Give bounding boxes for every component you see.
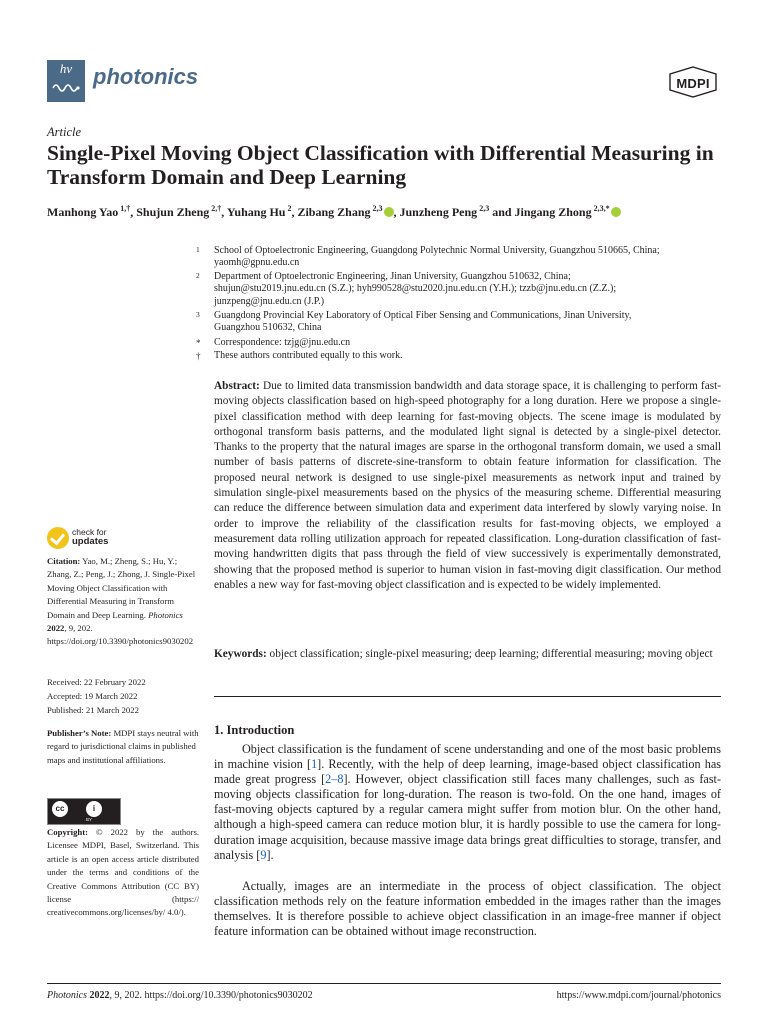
article-type: Article bbox=[47, 125, 82, 139]
affiliation-item bbox=[196, 271, 729, 308]
author-affiliation-mark: 1,† bbox=[118, 204, 131, 213]
cc-by-license-badge[interactable]: cc i BY bbox=[47, 798, 121, 825]
check-icon bbox=[47, 527, 69, 549]
citation-link[interactable]: 1 bbox=[311, 757, 318, 772]
footer-citation: Photonics 2022, 9, 202. https://doi.org/10.3390/photonics9030202 bbox=[47, 990, 313, 1001]
author-name[interactable]: Jingang Zhong bbox=[514, 205, 592, 219]
affiliation-line: Guangdong Provincial Key Laboratory of Optical Fiber Sensing and Communications, Jinan University, bbox=[214, 310, 632, 321]
author-name[interactable]: Manhong Yao bbox=[47, 205, 119, 219]
author-name[interactable]: Shujun Zheng bbox=[136, 205, 210, 219]
abstract bbox=[214, 379, 721, 593]
orcid-icon[interactable] bbox=[384, 207, 394, 217]
page-title: Single-Pixel Moving Object Classification with Differential Measuring in Transform Domain and Deep Learning bbox=[47, 141, 714, 189]
abstract-label: Abstract: bbox=[214, 380, 260, 392]
affiliation-mark: 1 bbox=[196, 245, 200, 254]
abstract-text: Due to limited data transmission bandwidth and data storage space, it is challenging to perform fast-moving objects classification based on high-speed photography for a long duration. Here we propose a single-pixel classification method with deep learning for fast-moving objects. The scene image is modulated by orthogonal transform basis patterns, and the modulated light signal is detected by a single-pixel detector. Thanks to the property that the natural images are sparse in the orthogonal transform domain, we used a small number of basis patterns of discrete-sine-transform to obtain feature information for classification. The proposed neural network is designed to use single-pixel measurements as network input and trained by simulation single-pixel measurements based on the physics of the measuring scheme. Differential measuring can reduce the difference between simulation data and experiment data interfered by slowly varying noise. In order to improve the reliability of the classification results for fast-moving objects, we employed a measurement data rolling utilization approach for repeated classification. Long-duration classification of fast-moving handwritten digits that pass through the field of view successively is experimentally demonstrated, showing that the proposed method is superior to human vision in fast-moving digit classification. Our method enables a new way for fast-moving object classification and is expected to be widely implemented. bbox=[214, 380, 722, 591]
check-for-updates-button[interactable]: check for updates bbox=[47, 527, 167, 551]
affiliation-line: Correspondence: tzjg@jnu.edu.cn bbox=[214, 337, 351, 348]
affiliation-line: Guangzhou 510632, China bbox=[214, 322, 322, 334]
received-date: Received: 22 February 2022 bbox=[47, 677, 146, 687]
author-name[interactable]: Zibang Zhang bbox=[297, 205, 371, 219]
journal-name[interactable]: photonics bbox=[93, 64, 199, 89]
affiliation-line: shujun@stu2019.jnu.edu.cn (S.Z.); hyh990528@stu2020.jnu.edu.cn (Y.H.); tzzb@jnu.edu.cn (Z.Z.); bbox=[214, 283, 617, 295]
affiliation-line: junzpeng@jnu.edu.cn (J.P.) bbox=[214, 295, 325, 307]
keywords bbox=[214, 647, 721, 662]
mdpi-logo[interactable] bbox=[668, 66, 718, 98]
intro-paragraph-1: Object classification is the fundament of scene understanding and one of the most basic problems in machine vision [1]. Recently, with the help of deep learning, image-based object classification has made great progress [2–8]. However, object classification still faces many challenges, such as fast-moving objects classification for long-duration. The reason is two-fold. On the one hand, images of fast-moving objects captured by a regular camera might suffer from motion blur. On the other hand, although a high-speed camera can reduce motion blur, it is hardly possible to use the camera for long-duration image acquisition, because massive image data brings great difficulties to storage, transfer, and analysis [9]. bbox=[214, 742, 722, 862]
citation-link[interactable]: 9 bbox=[260, 847, 267, 862]
author-affiliation-mark: 2,3 bbox=[370, 204, 383, 213]
citation-link[interactable]: 2–8 bbox=[325, 772, 344, 787]
published-date: Published: 21 March 2022 bbox=[47, 705, 139, 715]
footer-divider bbox=[47, 983, 721, 984]
affiliation-item bbox=[196, 310, 729, 335]
author-affiliation-mark: 2,3,* bbox=[591, 204, 610, 213]
logo-text: hv bbox=[59, 61, 73, 76]
affiliation-mark: 3 bbox=[196, 310, 200, 319]
affiliation-item bbox=[196, 350, 729, 362]
publisher-note: Publisher’s Note: MDPI stays neutral with regard to jurisdictional claims in published maps and institutional affiliations. bbox=[47, 728, 199, 765]
affiliation-mark: † bbox=[196, 351, 201, 361]
intro-paragraph-2: Actually, images are an intermediate in the process of object classification. The object classification methods rely on the feature information embedded in the images rather than the images themselves. It is therefore possible to achieve object classification in an image-free manner if object feature information can be obtained without image reconstruction. bbox=[214, 879, 721, 939]
accepted-date: Accepted: 19 March 2022 bbox=[47, 691, 138, 701]
author-affiliation-mark: 2,3 bbox=[477, 204, 490, 213]
orcid-icon[interactable] bbox=[611, 207, 621, 217]
affiliation-line: These authors contributed equally to this work. bbox=[214, 350, 403, 361]
affiliation-line: Department of Optoelectronic Engineering, Jinan University, Guangzhou 510632, China; bbox=[214, 271, 571, 282]
cc-icon: cc bbox=[52, 801, 68, 817]
copyright-block: Copyright: © 2022 by the authors. Licensee MDPI, Basel, Switzerland. This article is an open access article distributed under the terms and conditions of the Creative Commons Attribution (CC BY) license (https:// creativecommons.org/licenses/by/ 4.0/). bbox=[47, 827, 200, 918]
keywords-text: object classification; single-pixel measuring; deep learning; differential measuring; moving object bbox=[269, 648, 713, 660]
affiliation-mark: 2 bbox=[196, 271, 200, 280]
author-name[interactable]: Junzheng Peng bbox=[399, 205, 478, 219]
keywords-label: Keywords: bbox=[214, 648, 267, 660]
affiliation-line: School of Optoelectronic Engineering, Guangdong Polytechnic Normal University, Guangzhou 510665, China; bbox=[214, 245, 660, 256]
divider bbox=[214, 696, 721, 697]
journal-logo bbox=[47, 60, 85, 102]
author-affiliation-mark: 2,† bbox=[209, 204, 222, 213]
attribution-icon: i bbox=[86, 801, 102, 817]
affiliation-item bbox=[196, 245, 729, 270]
affiliation-item bbox=[196, 337, 729, 349]
footer-url[interactable]: https://www.mdpi.com/journal/photonics bbox=[556, 990, 721, 1001]
publisher-name: MDPI bbox=[676, 76, 710, 91]
section-heading: 1. Introduction bbox=[214, 723, 295, 737]
wave-icon bbox=[52, 80, 80, 96]
author-list: Manhong Yao $^{1,\dagger}$, Shujun Zheng $^{2,\dagger}$, Yuhang Hu $^2$, Zibang Zhang $^{2,3}$ , Junzheng Peng $^{2,3}$ and Jingang Zhong $^{2,3,*}$ bbox=[47, 204, 727, 220]
affiliation-line: yaomh@gpnu.edu.cn bbox=[214, 257, 300, 269]
author-name[interactable]: Yuhang Hu bbox=[226, 205, 286, 219]
affiliation-mark: * bbox=[196, 338, 201, 348]
author-affiliation-mark: 2 bbox=[285, 204, 292, 213]
citation-block: Citation: Yao, M.; Zheng, S.; Hu, Y.; Zhang, Z.; Peng, J.; Zhong, J. Single-Pixel Moving Object Classification with Differential Measuring in Transform Domain and Deep Learning. Photonics 2022, 9, 202. https://doi.org/10.3390/photonics9030202 bbox=[47, 556, 196, 647]
